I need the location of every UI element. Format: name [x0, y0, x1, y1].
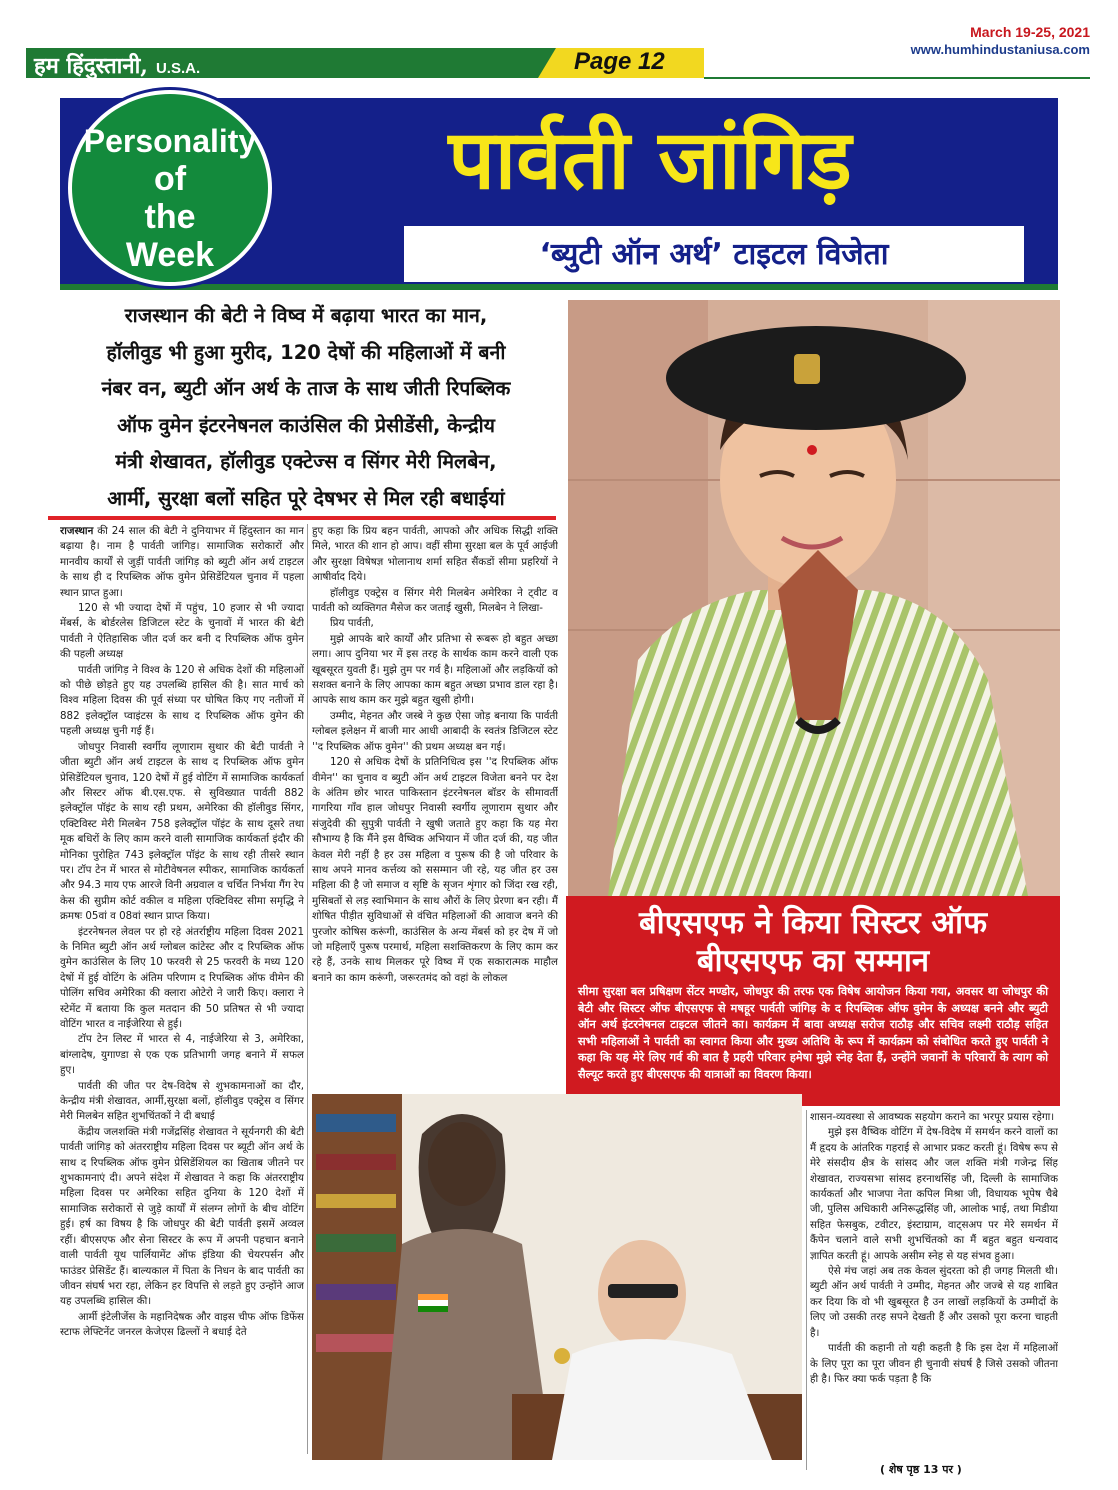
continued-on-page: ( शेष पृष्ठ 13 पर ): [880, 1463, 962, 1476]
bsf-title-line: बीएसएफ ने किया सिस्टर ऑफ: [638, 905, 988, 941]
column-divider: [307, 524, 308, 1454]
newspaper-title-text: हम हिंदुस्तानी,: [34, 53, 148, 79]
article-column-2: [312, 524, 558, 1094]
article-paragraph: 120 से अधिक देषों के प्रतिनिधित्व इस ''द रिपब्लिक ऑफ वीमेन'' का चुनाव व ब्युटी ऑन अर्थ टाइटल विजेता बनने पर देश के अंतिम छोर भारत पाकिस्तान इंटरनेषनल बॉडर के सीमावर्ती गागरिया गाँव हाल जोधपुर निवासी स्वर्गीय लूणाराम सुथार और संजुदेवी की सुपुत्री पार्वती ने खुषी जताते हुए कहा कि यह मेरा सौभाग्य है कि मैंने इस वैष्विक अभियान में जीत दर्ज की, यह जीत केवल मेरी नहीं है हर उस महिला व पुरूष की है जो परिवार के साथ अपने मानव कर्त्तव्य को ससम्मान जी रहे, यह जीत हर उस महिला की है जो समाज व सृष्टि के सृजन शृंगार को जिंदा रख रही, मुसिबतों से लड़ स्वाभिमान के साथ औरों के लिए प्रेरणा बन रही। मैं शोषित पीड़ीत सुविधाओं से वंचित महिलाओं की आवाज बनने की पुरजोर कोषिस करूंगी, काउंसिल के अन्य मेंबर्स को हर देष में जो जो महिलाएँ पुरूष परमार्थ, महिला सशक्तिकरण के लिए काम कर रहे हैं, उनके साथ मिलकर पूरे विष्व में एक सकारात्मक माहौल बनाने का काम करूंगी, जरूरतमंद को वहां के लोकल: [312, 756, 558, 984]
article-paragraph: टॉप टेन लिस्ट में भारत से 4, नाईजेरिया से 3, अमेरिका, बांग्लादेष, युगाण्डा से एक एक प्रतिभागी जगह बनाने में सफल हुए।: [60, 1033, 304, 1077]
intro-line: ऑफ वुमेन इंटरनेषनल काउंसिल की प्रेसीडेंसी, केन्द्रीय: [117, 413, 495, 437]
article-paragraph: इंटरनेषनल लेवल पर हो रहे अंतर्राष्ट्रीय महिला दिवस 2021 के निमित ब्युटी ऑन अर्थ ग्लोबल कांटेस्ट और द रिपब्लिक ऑफ वुमेन काउंसिल के लिए 10 फरवरी से 25 फरवरी के मध्य 120 देषों में हुई वोटिंग के अंतिम परिणाम द रिपब्लिक ऑफ वीमेन की पोलिंग सचिव अमेरिका की क्लारा ओटेरो ने जारी किए। क्लारा ने स्टेमेंट में बताया कि कुल मतदान की 50 प्रतिषत से भी ज्यादा वोटिंग भारत व नाईजेरिया से हुई।: [60, 925, 304, 1030]
headline-name: पार्वती जांगिड़: [448, 113, 852, 208]
masthead-rule: [704, 77, 1090, 79]
article-paragraph: शासन-व्यवस्था से आवष्यक सहयोग कराने का भरपूर प्रयास रहेगा।: [810, 1111, 1055, 1123]
article-column-3: [810, 1110, 1058, 1468]
bsf-sidebar-title: [578, 904, 1048, 980]
intro-line: आर्मी, सुरक्षा बलों सहित पूरे देषभर से मिल रही बधाईयां: [107, 486, 505, 510]
article-paragraph: पार्वती की जीत पर देष-विदेष से शुभकामनाओं का दौर, केन्द्रीय मंत्री शेखावत, आर्मी,सुरक्षा बलों, हॉलीवुड एक्ट्रेस व सिंगर मेरी मिलबेन सहित शुभचिंतकों ने दी बधाई: [60, 1079, 304, 1123]
article-paragraph: मुझे इस वैष्विक वोटिंग में देष-विदेष में समर्थन करने वालों का मैं हृदय के आंतरिक गहराई से आभार प्रकट करती हूं। विषेष रूप से मेरे संसदीय क्षैत्र के सांसद और जल शक्ति मंत्री गजेन्द्र सिंह शेखावत, राज्यसभा सांसद हरनाथसिंह जी, दिल्ली के सामाजिक कार्यकर्ता और भाजपा नेता कपिल मिश्रा जी, विधायक भूपेष चैबे जी, पुलिस अधिकारी अनिरूद्धसिंह जी, आलोक भाई, तथा मिडीया सहित फेसबुक, टवीटर, इंस्टाग्राम, वाट्सअप पर मेरे समर्थन में कैंपेन चलाने वाले सभी शुभचिंतको का मैं बहुत बहुत धन्यवाद ज्ञापित करती हूं। आपके असीम स्नेह से यह संभव हुआ।: [810, 1126, 1058, 1262]
badge-line: Personality: [83, 123, 257, 159]
bsf-sidebar: [566, 896, 1060, 1106]
website-link[interactable]: www.humhindustaniusa.com: [910, 42, 1090, 57]
page-number: Page 12: [574, 48, 665, 75]
intro-rule: [48, 516, 556, 520]
article-paragraph: उम्मीद, मेहनत और जस्बे ने कुछ ऐसा जोड़ बनाया कि पार्वती ग्लोबल इलेक्षन में बाजी मार आधी आबादी के स्वतंत्र डिजिटल स्टेट ''द रिपब्लिक ऑफ वुमेन'' की प्रथम अध्यक्ष बन गई।: [312, 709, 558, 753]
issue-date: March 19-25, 2021: [970, 24, 1090, 40]
column-divider: [806, 1110, 807, 1470]
article-paragraph: [60, 524, 304, 601]
article-paragraph: प्रिय पार्वती,: [330, 617, 374, 630]
badge-line: the: [144, 198, 196, 236]
masthead: [26, 24, 1090, 79]
article-paragraph: हॉलीवुड एक्ट्रेस व सिंगर मेरी मिलबेन अमेरिका ने ट्वीट व पार्वती को व्यक्तिगत मैसेज कर जताई खुसी, मिलबेन ने लिखा-: [312, 586, 558, 615]
headline-subtitle: ‘ब्युटी ऑन अर्थ’ टाइटल विजेता: [539, 237, 889, 272]
subtitle-box: [404, 226, 1024, 282]
newspaper-region: U.S.A.: [155, 60, 201, 77]
bsf-sidebar-body: सीमा सुरक्षा बल प्रषिक्षण सेंटर मण्डोर, जोधपुर की तरफ एक विषेष आयोजन किया गया, अवसर था जोधपुर की बेटी और सिस्टर ऑफ बीएसएफ से मषहूर पार्वती जांगिड़ के द रिपब्लिक ऑफ वुमेन के अध्यक्ष बनने और ब्युटी ऑन अर्थ इंटरनेषनल टाइटल जीतने का। कार्यक्रम में बावा अध्यक्ष सरोज राठौड़ और सचिव लक्ष्मी राठौड़ सहित सभी महिलाओं ने पार्वती का स्वागत किया और मुख्य अतिथि के रूप में कार्यक्रम को संबोधित करते हुए पार्वती ने कहा कि यह मेरे लिए गर्व की बात है प्रहरी परिवार हमेषा मुझे स्नेह देता हैं, उन्होंने जवानों के परिवारों के त्याग को सैल्यूट करते हुए बीएसएफ की यात्राओं का विवरण किया।: [578, 985, 1048, 1081]
portrait-illustration: [568, 300, 1060, 896]
paragraph-text: की 24 साल की बेटी ने दुनियाभर में हिंदुस्तान का मान बढ़ाया है। नाम है पार्वती जांगिड़। सामाजिक सरोकारों और मानवीय कार्यों से जुड़ीं पार्वती जांगिड़ को ब्युटी ऑन अर्थ टाइटल के साथ ही द रिपब्लिक ऑफ वुमेन प्रेसिडेंटियल चुनाव में पहला स्थान प्राप्त हुआ।: [60, 525, 304, 599]
banner-green-strip: [60, 284, 1058, 290]
article-paragraph: हुए कहा कि प्रिय बहन पार्वती, आपको और अधिक सिद्धी शक्ति मिले, भारत की शान हो आप। वहीं सीमा सुरक्षा बल के पूर्व आईजी और सुरक्षा विषेषज्ञ भोलानाथ शर्मा सहित सैंकडों सीमा प्रहरियों ने आषीर्वाद दिये।: [312, 525, 558, 584]
badge-line: of: [153, 160, 187, 198]
portrait-photo: [568, 300, 1060, 896]
medal-photo-illustration: [312, 1094, 802, 1460]
dateline-lead: राजस्थान: [60, 525, 94, 537]
badge-line: Week: [125, 236, 215, 274]
intro-line: राजस्थान की बेटी ने विष्व में बढ़ाया भारत का मान,: [124, 304, 488, 327]
article-paragraph: केंद्रीय जलशक्ति मंत्री गजेंद्रसिंह शेखावत ने सूर्यनगरी की बेटी पार्वती जांगिड़ को अंतरराष्ट्रीय महिला दिवस पर ब्यूटी ऑन अर्थ के साथ द रिपब्लिक ऑफ वुमेन प्रेसिडेंशियल का खिताब जीतने पर शुभकामनाएं दी। अपने संदेश में शेखावत ने कहा कि अंतरराष्ट्रीय महिला दिवस पर अमेरिका सहित दुनिया के 120 देशों में सामाजिक सरोकारों से जुड़े कार्यों में संलग्न लोगों के बीच वोटिंग हुई। हर्ष का विषय है कि जोधपुर की बेटी पार्वती इसमें अव्वल रहीं। बीएसएफ और सेना सिस्टर के रूप में अपनी पहचान बनाने वाली पार्वती यूथ पार्लियामेंट ऑफ इंडिया की चेयरपर्सन और फाउंडर प्रेसिडेंट हैं। बाल्यकाल में पिता के निधन के बाद पार्वती का जीवन संघर्ष भरा रहा, लेकिन हर विपत्ति से लड़ते हुए उन्होंने आज यह उपलब्धि हासिल की।: [60, 1125, 304, 1308]
intro-deck: [48, 298, 564, 517]
article-paragraph: पार्वती जांगिड़ ने विश्व के 120 से अधिक देशों की महिलाओं को पीछे छोड़ते हुए यह उपलब्धि हासिल की है। सात मार्च को विश्व महिला दिवस की पूर्व संध्या पर घोषित किए गए नतीजों में 882 इलेक्ट्रॉल प्वाइंटस के साथ द रिपब्लिक ऑफ वुमेन की पहली अध्यक्ष चुनी गई हैं।: [60, 663, 304, 738]
personality-of-the-week-badge: [68, 90, 272, 286]
intro-line: हॉलीवुड भी हुआ मुरीद, 120 देषों की महिलाओं में बनी: [106, 340, 506, 364]
medal-presentation-photo: [312, 1094, 802, 1460]
article-paragraph: मुझे आपके बारे कार्यों और प्रतिभा से रूबरू हो बहुत अच्छा लगा। आप दुनिया भर में इस तरह के सार्थक काम करने वाली एक खूबसूरत युवती हैं। मुझे तुम पर गर्व है। महिलाओं और लड़कियों को सशक्त बनाने के लिए आपका काम बहुत अच्छा प्रभाव डाल रहा है। आपके साथ काम कर मुझे बहुत खुसी होगी।: [312, 632, 558, 707]
article-paragraph: आर्मी इंटेलीजेंस के महानिदेषक और वाइस चीफ ऑफ डिफेंस स्टाफ लेफ्टिनेंट जनरल केजेएस ढिल्लों ने बधाई देते: [60, 1310, 304, 1339]
article-paragraph: जोधपुर निवासी स्वर्गीय लूणाराम सुथार की बेटी पार्वती ने जीता ब्युटी ऑन अर्थ टाइटल के साथ द रिपब्लिक ऑफ वुमेन प्रेसिडेंटियल चुनाव, 120 देषों में हुई वोटिंग में सामाजिक कार्यकर्ता और सिस्टर ऑफ बी.एस.एफ. से सुविख्यात पार्वती 882 इलेक्ट्रॉल पॉइंट के साथ रही प्रथम, अमेरिका की हॉलीवुड सिंगर, एक्टिविस्ट मेरी मिलबेन 758 इलेक्ट्रॉल पॉइंट के साथ दूसरे तथा मूक बधिरों के लिए काम करने वाली सामाजिक कार्यकर्ता इंदौर की मोनिका पुरोहित 743 इलेक्ट्रॉल पॉइंट के साथ रही तीसरे स्थान पर। टॉप टेन में भारत से मोटीवेषनल स्पीकर, सामाजिक कार्यकर्ता और 94.3 माय एफ आरजे विनी अग्रवाल व चर्चित निर्भया गैंग रेप केस की सुप्रीम कोर्ट वकील व महिला एक्टिविस्ट सीमा समृद्धि ने क्रमषः 05वां व 08वां स्थान प्राप्त किया।: [60, 740, 304, 923]
intro-line: नंबर वन, ब्युटी ऑन अर्थ के ताज के साथ जीती रिपब्लिक: [101, 377, 511, 400]
bsf-title-line: बीएसएफ का सम्मान: [696, 943, 930, 979]
article-paragraph: 120 से भी ज्यादा देषों में पहुंच, 10 हजार से भी ज्यादा मेंबर्स, के बोर्डरलेस डिजिटल स्टेट के चुनावों में भारत की बेटी पार्वती ने ऐतिहासिक जीत दर्ज कर बनी द रिपब्लिक ऑफ वुमेन की पहली अध्यक्ष: [60, 602, 304, 661]
article-column-1: [60, 524, 304, 1448]
article-paragraph: पार्वती की कहानी तो यही कहती है कि इस देश में महिलाओं के लिए पूरा का पूरा जीवन ही चुनावी संघर्ष है जिसे उसको जीतना ही है। फिर क्या फर्क पड़ता है कि: [810, 1342, 1058, 1385]
article-paragraph: ऐसे मंच जहां अब तक केवल सुंदरता को ही जगह मिलती थी। ब्युटी ऑन अर्थ पार्वती ने उम्मीद, मेहनत और जज्बे से यह शाबित कर दिया कि वो भी खुबसूरत है उन लाखों लड़कियों के उम्मीदों के लिए जो उसकी तरह सपने देखती हैं और उसको पूरा करना चाहती है।: [810, 1265, 1058, 1339]
newspaper-title: [34, 50, 200, 80]
intro-line: मंत्री शेखावत, हॉलीवुड एक्टेज्स व सिंगर मेरी मिलबेन,: [115, 450, 497, 473]
